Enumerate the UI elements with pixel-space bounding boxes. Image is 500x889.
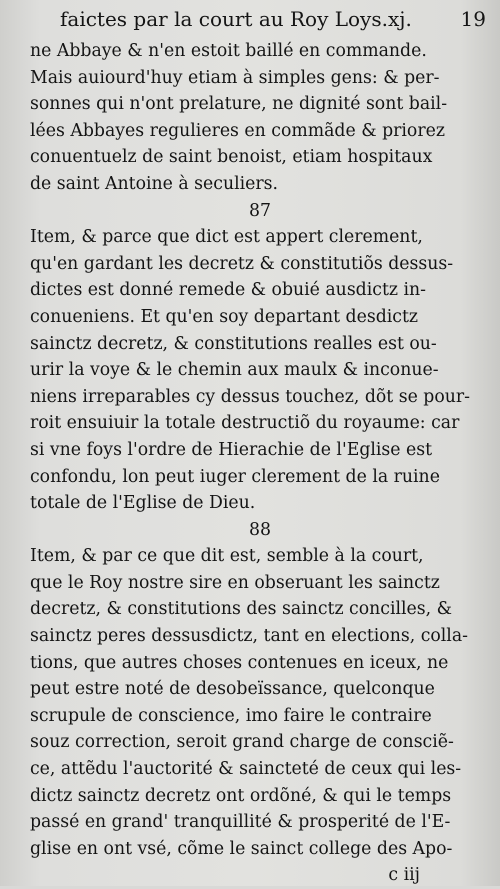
text-line: tions, que autres choses contenues en iceux, ne [30,652,449,673]
text-line: de saint Antoine à seculiers. [30,173,278,194]
text-line: ce, attẽdu l'auctorité & saincteté de ceux qui les- [30,759,462,780]
text-line: totale de l'Eglise de Dieu. [30,493,256,514]
text-line: niens irreparables cy dessus touchez, dõt se pour- [30,386,471,407]
text-line: confondu, lon peut iuger clerement de la ruine [30,466,440,487]
text-line: decretz, & constitutions des sainctz concilles, & [30,599,452,620]
article-number: 87 [249,200,271,221]
page-body [30,38,490,889]
signature-mark: c iij [388,865,420,886]
text-line: Item, & parce que dict est appert clerement, [30,227,423,248]
running-title: faictes par la court au Roy Loys.xj. [60,7,412,31]
text-line: sainctz decretz, & constitutions realles est ou- [30,333,437,354]
text-line: conueniens. Et qu'en soy departant desdictz [30,306,419,327]
page-header [60,4,486,34]
text-line: que le Roy nostre sire en obseruant les sainctz [30,572,440,593]
text-line: passé en grand' tranquillité & prosperité de l'E- [30,812,451,833]
text-line: roit ensuiuir la totale destructiõ du royaume: car [30,413,460,434]
text-line: dictes est donné remede & obuié ausdictz in- [30,280,426,301]
article-number: 88 [249,519,271,540]
text-line: souz correction, seroit grand charge de consciẽ- [30,732,454,753]
text-line: si vne foys l'ordre de Hierachie de l'Eglise est [30,439,433,460]
page-number: 19 [460,7,486,31]
text-line: lées Abbayes regulieres en commãde & priorez [30,120,445,141]
text-line: glise en ont vsé, cõme le sainct college des Apo- [30,838,453,859]
text-line: urir la voye & le chemin aux maulx & inconue- [30,360,439,381]
text-line: sainctz peres dessusdictz, tant en elections, colla- [30,626,468,647]
text-line: dictz sainctz decretz ont ordõné, & qui le temps [30,785,452,806]
text-line: Mais auiourd'huy etiam à simples gens: & per- [30,67,440,88]
text-line: sonnes qui n'ont prelature, ne dignité sont bail- [30,94,448,115]
text-line: scrupule de conscience, imo faire le contraire [30,705,432,726]
text-line: peut estre noté de desobeïssance, quelconque [30,679,435,700]
text-line: Item, & par ce que dit est, semble à la court, [30,546,424,567]
text-line: ne Abbaye & n'en estoit baillé en commande. [30,41,427,61]
text-line: qu'en gardant les decretz & constitutiõs dessus- [30,253,454,274]
text-line: conuentuelz de saint benoist, etiam hospitaux [30,147,433,168]
